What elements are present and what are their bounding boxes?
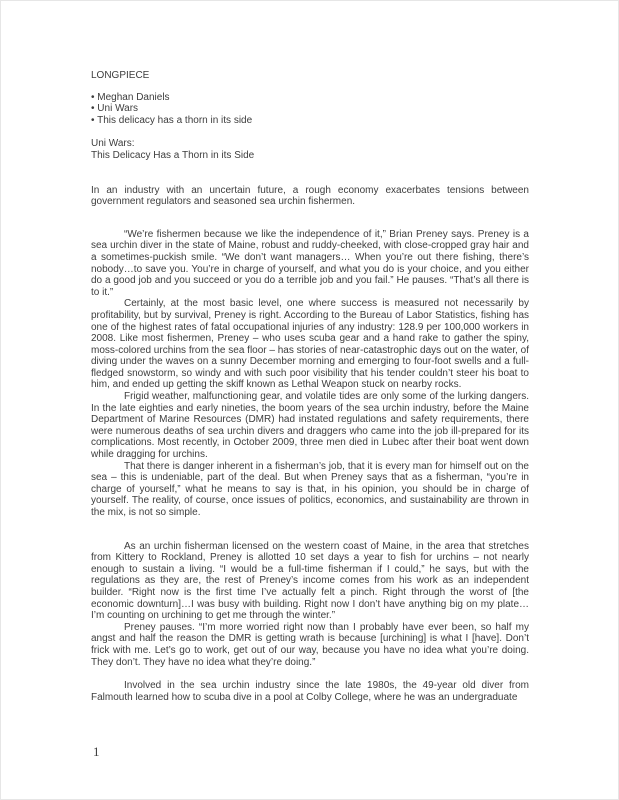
meta-author: • Meghan Daniels (91, 91, 170, 103)
article-section (91, 541, 529, 669)
article-body (91, 229, 529, 704)
title-main: This Delicacy Has a Thorn in its Side (91, 149, 255, 161)
page-number: 1 (93, 744, 100, 759)
paragraph: Involved in the sea urchin industry since the late 1980s, the 49-year old diver from Falmouth learned how to scuba dive in a pool at Colby College, where he was an undergraduate (91, 680, 529, 703)
title-block (91, 138, 529, 161)
paragraph: Frigid weather, malfunctioning gear, and volatile tides are only some of the lurking dangers. In the late eighties and early nineties, the boom years of the sea urchin industry, before the Maine Department of Marine Resources (DMR) had instated regulations and safety requirements, there were numerous deaths of sea urchin divers and draggers who came into the job ill-prepared for its complications. Most recently, in October 2009, three men died in Lubec after their boat went down while dragging for urchins. (91, 391, 529, 461)
article-section (91, 229, 529, 519)
document-header (91, 70, 529, 208)
slug-line: LONGPIECE (91, 70, 150, 81)
paragraph: Preney pauses. “I’m more worried right now than I probably have ever been, so half my angst and half the reason the DMR is getting wrath is because [urchining] is what I [have]. Don’t frick with me. Let’s go to work, get out of our way, because you have no idea what you’re doing. They don’t. They have no idea what they’re doing.” (91, 621, 529, 668)
paragraph: Certainly, at the most basic level, one where success is measured not necessarily by profitability, but by survival, Preney is right. According to the Bureau of Labor Statistics, fishing has one of the highest rates of fatal occupational injuries of any industry: 128.9 per 100,000 workers in 2008. Like most fishermen, Preney – who uses scuba gear and a hand rake to gather the spiny, moss-colored urchins from the sea floor – has stories of near-catastrophic days out on the water, of diving under the waves on a sunny December morning and emerging to four-foot swells and a full-fledged snowstorm, so windy and with such poor visibility that his tender couldn’t steer his boat to him, and ended up getting the skiff known as Lethal Weapon stuck on nearby rocks. (91, 298, 529, 391)
paragraph: As an urchin fisherman licensed on the western coast of Maine, in the area that stretches from Kittery to Rockland, Preney is allotted 10 set days a year to fish for urchins – not nearly enough to sustain a living. “I would be a full-time fisherman if I could,” he says, but with the regulations as they are, the rest of Preney’s income comes from his work as an independent builder. “Right now is the first time I’ve actually felt a pinch. Right through the worst of [the economic downturn]…I was busy with building. Right now I don’t have anything big on my plate… I’m counting on urchining to get me through the winter.” (91, 540, 529, 622)
article-section (91, 680, 529, 703)
meta-series: • Uni Wars (91, 103, 139, 115)
meta-tagline: • This delicacy has a thorn in its side (91, 114, 253, 126)
title-kicker: Uni Wars: (91, 138, 135, 150)
meta-list (91, 92, 529, 127)
paragraph: That there is danger inherent in a fisherman’s job, that it is every man for himself out on the sea – this is undeniable, part of the deal. But when Preney says that as a fisherman, “you’re in charge of yourself,” what he means to say is that, in his opinion, you should be in charge of yourself. The reality, of course, once issues of politics, economics, and sustainability are thrown in the mix, is not so simple. (91, 460, 529, 518)
article-dek: In an industry with an uncertain future, a rough economy exacerbates tensions between government regulators and seasoned sea urchin fishermen. (91, 184, 529, 208)
paragraph: “We’re fishermen because we like the independence of it,” Brian Preney says. Preney is a sea urchin diver in the state of Maine, robust and ruddy-cheeked, with close-cropped gray hair and a sometimes-puckish smile. “We don’t want managers… When you’re out there fishing, there’s nobody…to save you. You’re in charge of yourself, and what you do is your choice, and you either do a good job and you succeed or you do a terrible job and you fail.” He pauses. “That’s all there is to it.” (91, 228, 529, 298)
